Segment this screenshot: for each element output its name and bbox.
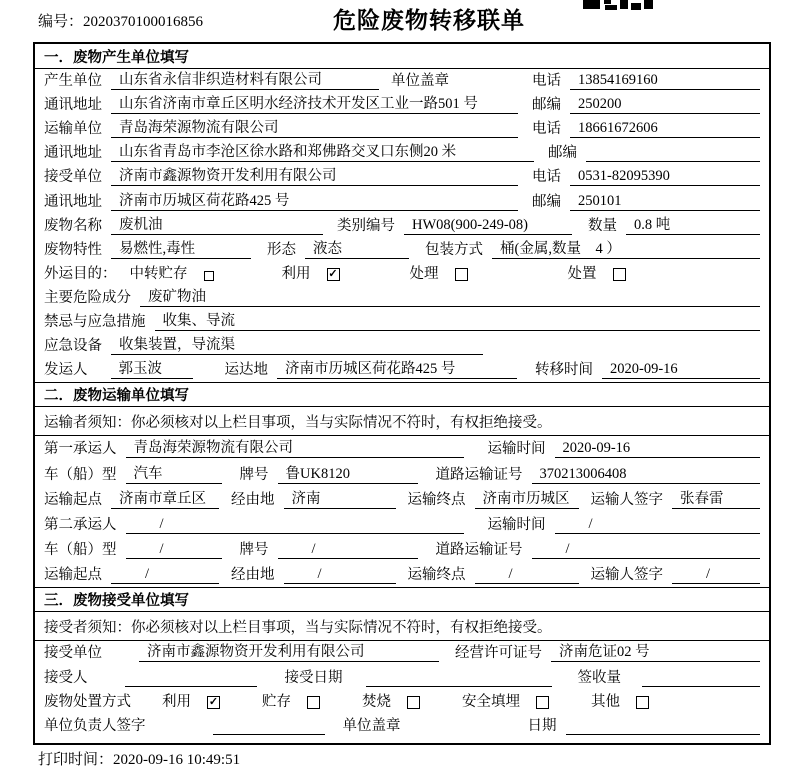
route2-via-label: 经由地 (231, 567, 275, 584)
producer-row (35, 69, 769, 93)
transporter-address-label: 通讯地址 (44, 145, 102, 162)
route1-via-value: 济南 (284, 487, 396, 509)
hazard-label: 主要危险成分 (44, 289, 131, 306)
accept-unit-row (35, 641, 769, 665)
destination-label: 运达地 (224, 362, 268, 379)
vehicle2-row (35, 537, 769, 562)
vehicle2-type-value: / (126, 541, 222, 559)
route1-via-label: 经由地 (231, 491, 275, 508)
transporter-label: 运输单位 (44, 121, 102, 138)
disposal-landfill-label: 安全填埋 (462, 693, 520, 710)
receiver-label: 接受单位 (44, 169, 102, 186)
vehicle2-plate-value: / (278, 541, 418, 559)
accept-date-value (366, 669, 552, 687)
producer-address-row (35, 93, 769, 117)
receiver-zip-value: 250101 (570, 193, 760, 211)
unit-seal-label: 单位盖章 (342, 717, 401, 734)
disposal-use-label: 利用 (162, 693, 191, 710)
waste-property-row (35, 238, 769, 262)
waste-property-value: 易燃性,毒性 (111, 237, 251, 259)
emergency-measures-label: 禁忌与应急措施 (44, 314, 146, 331)
receiver-address-row (35, 189, 769, 213)
signoff-row (35, 714, 769, 738)
producer-phone-label: 电话 (532, 73, 561, 90)
accept-date-label: 接受日期 (284, 669, 343, 686)
waste-property-label: 废物特性 (44, 241, 102, 258)
receiver-value: 济南市鑫源物资开发利用有限公司 (111, 164, 518, 186)
qr-code-fragment (583, 0, 653, 10)
print-time-value: 2020-09-16 10:49:51 (113, 752, 241, 768)
shipper-label: 发运人 (44, 362, 88, 379)
carrier1-time-value: 2020-09-16 (555, 440, 761, 458)
permit-label: 经营许可证号 (455, 645, 542, 662)
permit-value: 济南危证02 号 (551, 640, 760, 662)
transporter-zip-label: 邮编 (548, 145, 577, 162)
waste-form-label: 形态 (267, 241, 296, 258)
disposal-label: 废物处置方式 (44, 693, 131, 710)
section3-notice: 接受者须知：你必须核对以上栏目事项，当与实际情况不符时，有权拒绝接受。 (35, 612, 769, 641)
acceptor-value (125, 669, 257, 687)
section1-heading: 一．废物产生单位填写 (35, 44, 769, 69)
emergency-equipment-label: 应急设备 (44, 338, 102, 355)
vehicle2-plate-label: 牌号 (239, 542, 269, 559)
section2-heading: 二．废物运输单位填写 (35, 382, 769, 407)
purpose-dispose-checkbox (613, 268, 626, 281)
carrier2-row (35, 512, 769, 537)
waste-form-value: 液态 (305, 237, 409, 259)
section2-notice: 运输者须知：你必须核对以上栏目事项，当与实际情况不符时，有权拒绝接受。 (35, 407, 769, 436)
carrier1-label: 第一承运人 (44, 441, 117, 458)
packaging-label: 包装方式 (425, 241, 483, 258)
producer-value: 山东省永信非织造材料有限公司 (111, 68, 379, 90)
transporter-value: 青岛海荣源物流有限公司 (111, 116, 518, 138)
vehicle1-license-value: 370213006408 (532, 466, 761, 484)
received-amount-value (642, 669, 760, 687)
responsible-sign-label: 单位负责人签字 (44, 717, 146, 734)
vehicle1-plate-value: 鲁UK8120 (278, 462, 418, 484)
waste-quantity-value: 0.8 吨 (626, 213, 760, 235)
hazard-row (35, 286, 769, 310)
emergency-measures-row (35, 310, 769, 334)
purpose-row (35, 262, 769, 286)
producer-seal-label: 单位盖章 (391, 73, 449, 90)
route2-end-value: / (475, 566, 579, 584)
receiver-row (35, 165, 769, 189)
vehicle1-license-label: 道路运输证号 (435, 466, 523, 483)
acceptance-row (35, 665, 769, 689)
purpose-storage-checkbox (204, 271, 214, 281)
vehicle1-type-value: 汽车 (126, 462, 222, 484)
purpose-option-dispose-label: 处置 (567, 265, 597, 282)
transporter-phone-label: 电话 (532, 121, 561, 138)
route1-sign-value: 张春雷 (672, 487, 760, 509)
route1-end-value: 济南市历城区 (475, 487, 579, 509)
producer-zip-value: 250200 (570, 96, 760, 114)
vehicle2-license-label: 道路运输证号 (435, 542, 523, 559)
disposal-row (35, 690, 769, 714)
route2-sign-value: / (672, 566, 760, 584)
hazard-value: 废矿物油 (140, 285, 760, 307)
purpose-treat-checkbox (455, 268, 468, 281)
route2-start-value: / (111, 566, 219, 584)
carrier1-row (35, 436, 769, 461)
waste-name-row (35, 214, 769, 238)
transporter-address-value: 山东省青岛市李沧区徐水路和郑佛路交叉口东侧20 米 (111, 140, 534, 162)
receiver-address-value: 济南市历城区荷花路425 号 (111, 189, 518, 211)
manifest-form (33, 42, 771, 745)
carrier2-value: / (126, 516, 464, 534)
receiver-zip-label: 邮编 (532, 193, 561, 210)
section3-heading: 三．废物接受单位填写 (35, 587, 769, 612)
route1-sign-label: 运输人签字 (590, 491, 663, 508)
packaging-value: 桶(金属,数量 4 ） (492, 237, 760, 259)
carrier2-time-value: / (555, 516, 761, 534)
vehicle2-type-label: 车（船）型 (44, 542, 117, 559)
disposal-store-label: 贮存 (262, 693, 291, 710)
destination-value: 济南市历城区荷花路425 号 (277, 357, 517, 379)
purpose-option-use-label: 利用 (281, 265, 311, 282)
route2-via-value: / (284, 566, 396, 584)
route1-end-label: 运输终点 (407, 491, 466, 508)
route2-end-label: 运输终点 (407, 567, 466, 584)
carrier1-time-label: 运输时间 (487, 441, 546, 458)
transfer-time-label: 转移时间 (535, 362, 593, 379)
transporter-row (35, 117, 769, 141)
disposal-burn-checkbox (407, 696, 420, 709)
carrier1-value: 青岛海荣源物流有限公司 (126, 436, 464, 458)
route2-start-label: 运输起点 (44, 567, 102, 584)
print-time-label: 打印时间： (38, 752, 114, 768)
disposal-landfill-checkbox (536, 696, 549, 709)
emergency-equipment-value: 收集装置，导流渠 (111, 333, 483, 355)
shipper-value: 郭玉波 (111, 357, 193, 379)
waste-quantity-label: 数量 (588, 217, 617, 234)
transporter-phone-value: 18661672606 (570, 120, 760, 138)
transporter-address-row (35, 141, 769, 165)
emergency-equipment-row (35, 334, 769, 358)
disposal-burn-label: 焚烧 (362, 693, 391, 710)
responsible-sign-value (213, 717, 325, 735)
receiver-phone-label: 电话 (532, 169, 561, 186)
producer-label: 产生单位 (44, 73, 102, 90)
print-time (38, 748, 240, 769)
vehicle2-license-value: / (532, 541, 761, 559)
acceptor-label: 接受人 (44, 669, 88, 686)
route2-sign-label: 运输人签字 (590, 567, 663, 584)
accept-unit-value: 济南市鑫源物资开发利用有限公司 (139, 640, 439, 662)
waste-category-label: 类别编号 (337, 217, 395, 234)
receiver-address-label: 通讯地址 (44, 193, 102, 210)
waste-name-label: 废物名称 (44, 217, 102, 234)
waste-category-value: HW08(900-249-08) (404, 217, 572, 235)
receiver-phone-value: 0531-82095390 (570, 168, 760, 186)
vehicle1-plate-label: 牌号 (239, 466, 269, 483)
received-amount-label: 签收量 (577, 669, 621, 686)
producer-address-value: 山东省济南市章丘区明水经济技术开发区工业一路501 号 (111, 92, 518, 114)
carrier2-label: 第二承运人 (44, 516, 117, 533)
route2-row (35, 562, 769, 587)
disposal-store-checkbox (307, 696, 320, 709)
transporter-zip-value (586, 144, 760, 162)
emergency-measures-value: 收集、导流 (155, 309, 761, 331)
waste-name-value: 废机油 (111, 213, 323, 235)
sign-date-value (566, 717, 761, 735)
accept-unit-label: 接受单位 (44, 645, 102, 662)
purpose-option-storage-label: 中转贮存 (129, 265, 188, 282)
purpose-use-checkbox: ✓ (328, 267, 338, 280)
producer-phone-value: 13854169160 (570, 72, 760, 90)
carrier2-time-label: 运输时间 (487, 516, 546, 533)
serial-label: 编号： (38, 14, 84, 30)
purpose-label: 外运目的： (44, 265, 117, 282)
disposal-use-checkbox: ✓ (208, 695, 219, 708)
route1-start-label: 运输起点 (44, 491, 102, 508)
transfer-time-value: 2020-09-16 (602, 361, 760, 379)
disposal-other-checkbox (636, 696, 649, 709)
producer-zip-label: 邮编 (532, 97, 561, 114)
sign-date-label: 日期 (527, 717, 557, 734)
producer-address-label: 通讯地址 (44, 97, 102, 114)
page-title: 危险废物转移联单 (333, 8, 525, 33)
shipping-row (35, 358, 769, 382)
serial-value: 2020370100016856 (83, 14, 204, 30)
route1-row (35, 487, 769, 512)
disposal-other-label: 其他 (591, 693, 620, 710)
route1-start-value: 济南市章丘区 (111, 487, 219, 509)
vehicle1-row (35, 461, 769, 486)
vehicle1-type-label: 车（船）型 (44, 466, 117, 483)
purpose-option-treat-label: 处理 (409, 265, 439, 282)
